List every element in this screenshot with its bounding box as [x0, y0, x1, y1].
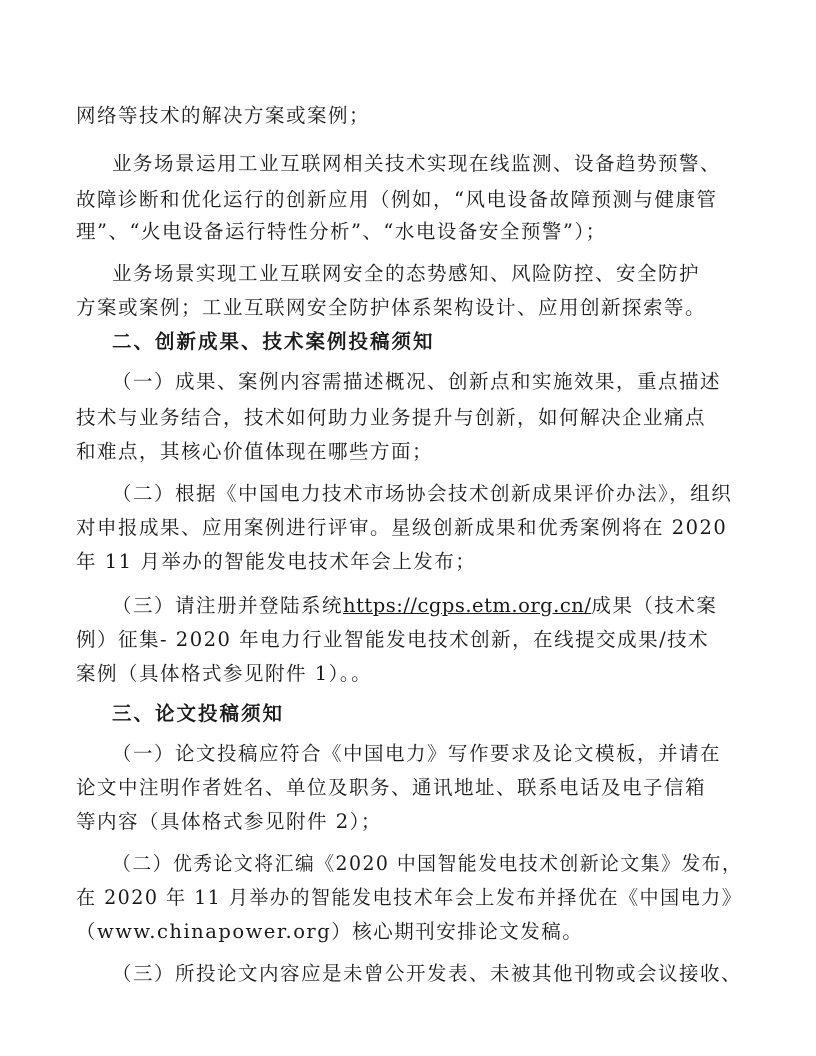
- section-heading: 二、创新成果、技术案例投稿须知: [112, 330, 435, 353]
- paragraph-line: 等内容（具体格式参见附件 2）；: [76, 810, 382, 833]
- paragraph-line: （www.chinapower.org）核心期刊安排论文发稿。: [76, 920, 584, 943]
- paragraph-line: 例）征集- 2020 年电力行业智能发电技术创新，在线提交成果/技术: [76, 628, 710, 651]
- paragraph-line: [112, 594, 717, 618]
- paragraph-line: 网络等技术的解决方案或案例；: [76, 104, 371, 127]
- paragraph-line: 业务场景运用工业互联网相关技术实现在线监测、设备趋势预警、: [112, 152, 722, 175]
- paragraph-line: （二）根据《中国电力技术市场协会技术创新成果评价办法》，组织: [112, 482, 733, 505]
- paragraph-line: 故障诊断和优化运行的创新应用（例如，“风电设备故障预测与健康管: [76, 188, 718, 211]
- paragraph-line: 技术与业务结合，技术如何助力业务提升与创新，如何解决企业痛点: [76, 406, 707, 429]
- paragraph-line: 年 11 月举办的智能发电技术年会上发布；: [76, 550, 477, 573]
- cgps-system-link[interactable]: https://cgps.etm.org.cn/: [343, 594, 592, 617]
- paragraph-line: 在 2020 年 11 月举办的智能发电技术年会上发布并择优在《中国电力》: [76, 886, 743, 909]
- paragraph-line: 方案或案例；工业互联网安全防护体系架构设计、应用创新探索等。: [76, 296, 707, 319]
- section-heading: 三、论文投稿须知: [112, 702, 285, 725]
- paragraph-line: （二）优秀论文将汇编《2020 中国智能发电技术创新论文集》发布，: [112, 852, 743, 875]
- paragraph-line: 业务场景实现工业互联网安全的态势感知、风险防控、安全防护: [112, 262, 701, 285]
- paragraph-line: 理”、“火电设备运行特性分析”、“水电设备安全预警”）；: [76, 220, 607, 243]
- paragraph-text: 成果（技术案: [591, 594, 718, 617]
- paragraph-text: （三）请注册并登陆系统: [112, 594, 344, 617]
- paragraph-line: 和难点，其核心价值体现在哪些方面；: [76, 440, 434, 463]
- paragraph-line: （一）成果、案例内容需描述概况、创新点和实施效果，重点描述: [112, 370, 722, 393]
- paragraph-line: （三）所投论文内容应是未曾公开发表、未被其他刊物或会议接收、: [112, 962, 743, 985]
- paragraph-line: 案例（具体格式参见附件 1）。。: [76, 662, 373, 685]
- paragraph-line: 论文中注明作者姓名、单位及职务、通讯地址、联系电话及电子信箱: [76, 776, 707, 799]
- paragraph-line: 对申报成果、应用案例进行评审。星级创新成果和优秀案例将在 2020: [76, 516, 728, 539]
- paragraph-line: （一）论文投稿应符合《中国电力》写作要求及论文模板，并请在: [112, 742, 722, 765]
